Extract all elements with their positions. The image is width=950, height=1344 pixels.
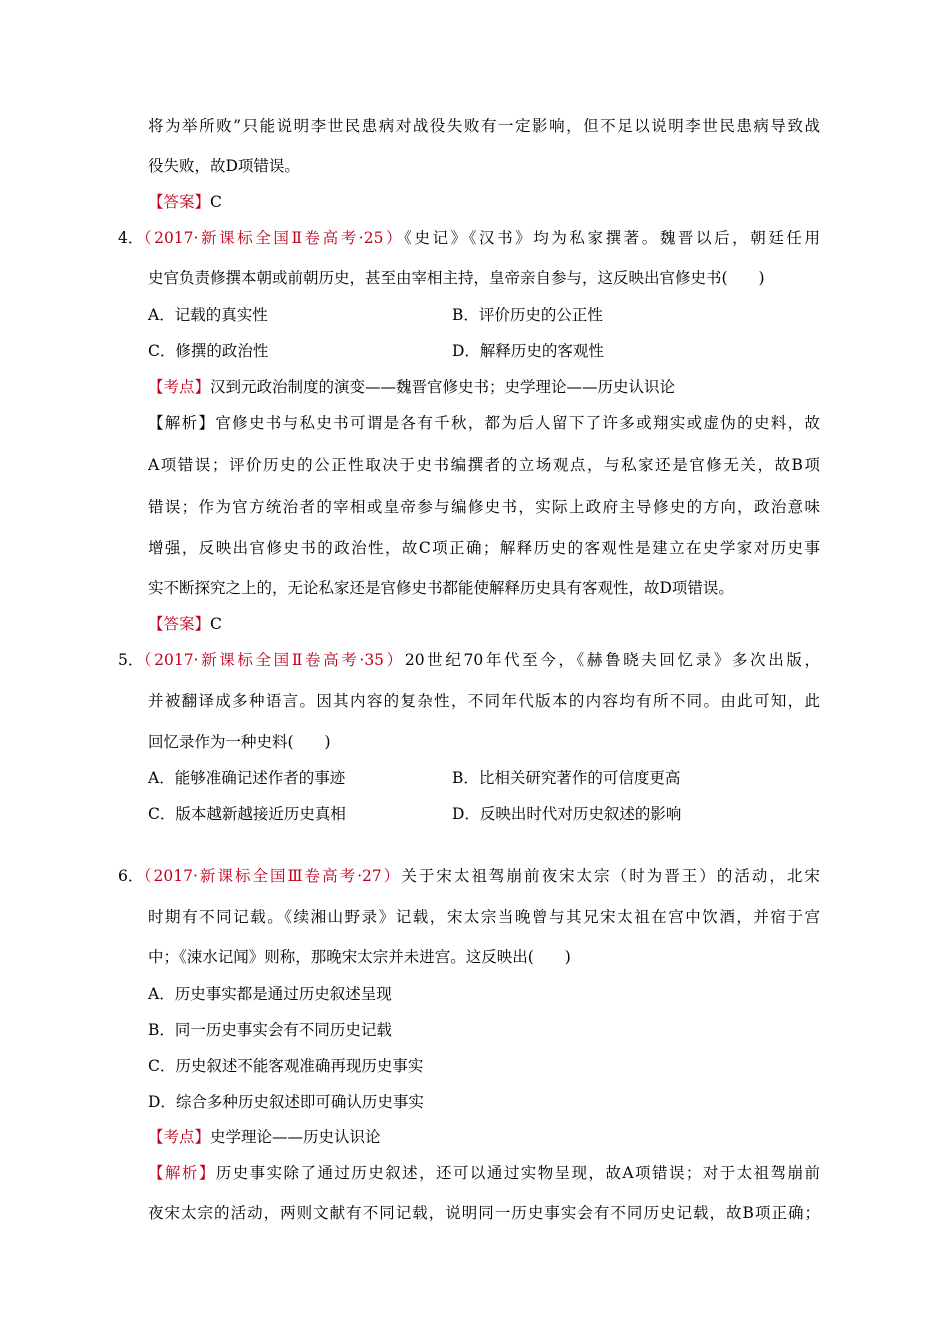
- question-6-option-d: D．综合多种历史叙述即可确认历史事实: [148, 1093, 424, 1111]
- question-6-stem-line-3: 中；《涑水记闻》则称，那晚宋太宗并未进宫。这反映出( ): [148, 948, 571, 966]
- question-6-source: （2017·新课标全国Ⅲ卷高考·27）: [136, 867, 402, 885]
- question-6-stem-first: 关于宋太祖驾崩前夜宋太宗（时为晋王）的活动，北宋: [401, 867, 820, 885]
- question-4-option-d: D．解释历史的客观性: [452, 342, 604, 360]
- question-6-number: 6．: [118, 867, 144, 885]
- question-6-stem-line-1: [136, 866, 820, 886]
- answer-label: 【答案】: [148, 615, 211, 633]
- question-5-stem-line-2: 并被翻译成多种语言。因其内容的复杂性，不同年代版本的内容均有所不同。由此可知，此: [148, 692, 820, 710]
- question-6-option-b: B．同一历史事实会有不同历史记载: [148, 1021, 392, 1039]
- question-6-option-a: A．历史事实都是通过历史叙述呈现: [148, 985, 392, 1003]
- question-5-number: 5．: [118, 651, 144, 669]
- kaodian-text: 汉到元政治制度的演变——魏晋官修史书；史学理论——历史认识论: [210, 378, 676, 396]
- jiexi-label: 【解析】: [148, 1164, 216, 1182]
- question-5-option-b: B．比相关研究著作的可信度更高: [452, 769, 681, 787]
- question-4-kaodian: [148, 377, 675, 397]
- question-4-jiexi-line-3: 错误；作为官方统治者的宰相或皇帝参与编修史书，实际上政府主导修史的方向，政治意味: [148, 498, 820, 516]
- answer-value: C: [210, 615, 222, 633]
- question-4-stem-first: 《史记》《汉书》均为私家撰著。魏晋以后，朝廷任用: [404, 229, 820, 247]
- answer-value: C: [210, 193, 222, 211]
- question-6-stem-line-2: 时期有不同记载。《续湘山野录》记载，宋太宗当晚曾与其兄宋太祖在宫中饮酒，并宿于宫: [148, 908, 820, 926]
- prev-answer: [148, 192, 222, 212]
- question-5-stem-line-3: 回忆录作为一种史料( ): [148, 733, 331, 751]
- jiexi-label: 【解析】: [148, 414, 216, 432]
- question-5-stem-first: 20世纪70年代至今，《赫鲁晓夫回忆录》多次出版，: [404, 651, 821, 669]
- kaodian-label: 【考点】: [148, 378, 211, 396]
- question-5-option-d: D．反映出时代对历史叙述的影响: [452, 805, 682, 823]
- question-6-kaodian: [148, 1127, 381, 1147]
- prev-explanation-line-2: 役失败，故D项错误。: [148, 157, 300, 175]
- question-5-option-a: A．能够准确记述作者的事迹: [148, 769, 346, 787]
- question-4-option-c: C．修撰的政治性: [148, 342, 269, 360]
- question-4-jiexi-line-1: [148, 413, 820, 433]
- question-4-answer: [148, 614, 222, 634]
- question-4-jiexi-line-4: 增强，反映出官修史书的政治性，故C项正确；解释历史的客观性是建立在史学家对历史事: [148, 539, 820, 557]
- prev-explanation-line-1: 将为举所败”只能说明李世民患病对战役失败有一定影响，但不足以说明李世民患病导致战: [148, 117, 820, 135]
- question-6-jiexi-line-2: 夜宋太宗的活动，两则文献有不同记载，说明同一历史事实会有不同历史记载，故B项正确；: [148, 1204, 820, 1222]
- kaodian-text: 史学理论——历史认识论: [210, 1128, 381, 1146]
- answer-label: 【答案】: [148, 193, 211, 211]
- question-4-stem-line-1: [136, 228, 820, 248]
- question-6-jiexi-line-1: [148, 1163, 820, 1183]
- question-5-stem-line-1: [136, 650, 820, 670]
- question-4-source: （2017·新课标全国Ⅱ卷高考·25）: [136, 229, 405, 247]
- jiexi-text: 官修史书与私史书可谓是各有千秋，都为后人留下了许多或翔实或虚伪的史料，故: [215, 414, 820, 432]
- question-4-jiexi-line-2: A项错误；评价历史的公正性取决于史书编撰者的立场观点，与私家还是官修无关，故B项: [148, 456, 820, 474]
- question-6-option-c: C．历史叙述不能客观准确再现历史事实: [148, 1057, 424, 1075]
- question-4-option-b: B．评价历史的公正性: [452, 306, 603, 324]
- question-4-stem-line-2: 史官负责修撰本朝或前朝历史，甚至由宰相主持，皇帝亲自参与，这反映出官修史书( ): [148, 269, 765, 287]
- jiexi-text: 历史事实除了通过历史叙述，还可以通过实物呈现，故A项错误；对于太祖驾崩前: [215, 1164, 820, 1182]
- kaodian-label: 【考点】: [148, 1128, 211, 1146]
- question-5-option-c: C．版本越新越接近历史真相: [148, 805, 346, 823]
- question-4-jiexi-line-5: 实不断探究之上的，无论私家还是官修史书都能使解释历史具有客观性，故D项错误。: [148, 579, 734, 597]
- question-4-number: 4．: [118, 229, 144, 247]
- question-4-option-a: A．记载的真实性: [148, 306, 268, 324]
- question-5-source: （2017·新课标全国Ⅱ卷高考·35）: [136, 651, 405, 669]
